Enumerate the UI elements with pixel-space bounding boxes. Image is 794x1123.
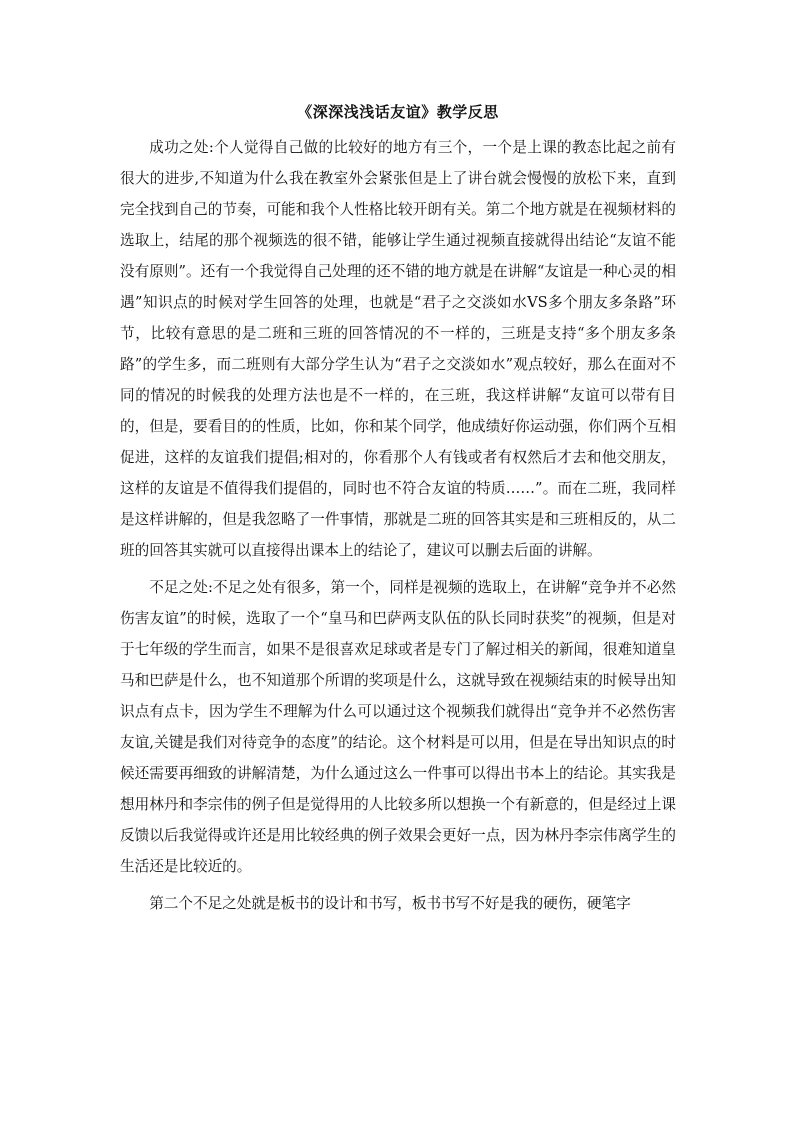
document-page — [120, 98, 676, 925]
paragraph-second-shortcoming: 第二个不足之处就是板书的设计和书写，板书书写不好是我的硬伤，硬笔字 — [149, 895, 631, 912]
paragraph-shortcomings: 不足之处:不足之处有很多，第一个，同样是视频的选取上，在讲解“竞争并不必然伤害友谊”的时候，选取了一个“皇马和巴萨两支队伍的队长同时获奖”的视频，但是对于七年级的学生而言，如果不是很喜欢足球或者是专门了解过相关的新闻，很难知道皇马和巴萨是什么，也不知道那个所谓的奖项是什么，这就导致在视频结束的时候导出知识点有点卡，因为学生不理解为什么可以通过这个视频我们就得出“竞争并不必然伤害友谊,关键是我们对待竞争的态度”的结论。这个材料是可以用，但是在导出知识点的时候还需要再细致的讲解清楚，为什么通过这么一件事可以得出书本上的结论。其实我是想用林丹和李宗伟的例子但是觉得用的人比较多所以想换一个有新意的，但是经过上课反馈以后我觉得或许还是用比较经典的例子效果会更好一点，因为林丹李宗伟离学生的生活还是比较近的。 — [120, 579, 676, 875]
document-title: 《深深浅浅话友谊》教学反思 — [297, 103, 499, 121]
paragraph-successes: 成功之处:个人觉得自己做的比较好的地方有三个，一个是上课的教态比起之前有很大的进步,不知道为什么我在教室外会紧张但是上了讲台就会慢慢的放松下来，直到完全找到自己的节奏，可能和我个人性格比较开朗有关。第二个地方就是在视频材料的选取上，结尾的那个视频选的很不错，能够让学生通过视频直接就得出结论“友谊不能没有原则”。还有一个我觉得自己处理的还不错的地方就是在讲解“友谊是一种心灵的相遇”知识点的时候对学生回答的处理，也就是“君子之交淡如水VS多个朋友多条路”环节，比较有意思的是二班和三班的回答情况的不一样的，三班是支持“多个朋友多条路”的学生多，而二班则有大部分学生认为“君子之交淡如水”观点较好，那么在面对不同的情况的时候我的处理方法也是不一样的，在三班，我这样讲解“友谊可以带有目的，但是，要看目的的性质，比如，你和某个同学，他成绩好你运动强，你们两个互相促进，这样的友谊我们提倡;相对的，你看那个人有钱或者有权然后才去和他交朋友，这样的友谊是不值得我们提倡的，同时也不符合友谊的特质……”。而在二班，我同样是这样讲解的，但是我忽略了一件事情，那就是二班的回答其实是和三班相反的，从二班的回答其实就可以直接得出课本上的结论了，建议可以删去后面的讲解。 — [120, 139, 676, 559]
